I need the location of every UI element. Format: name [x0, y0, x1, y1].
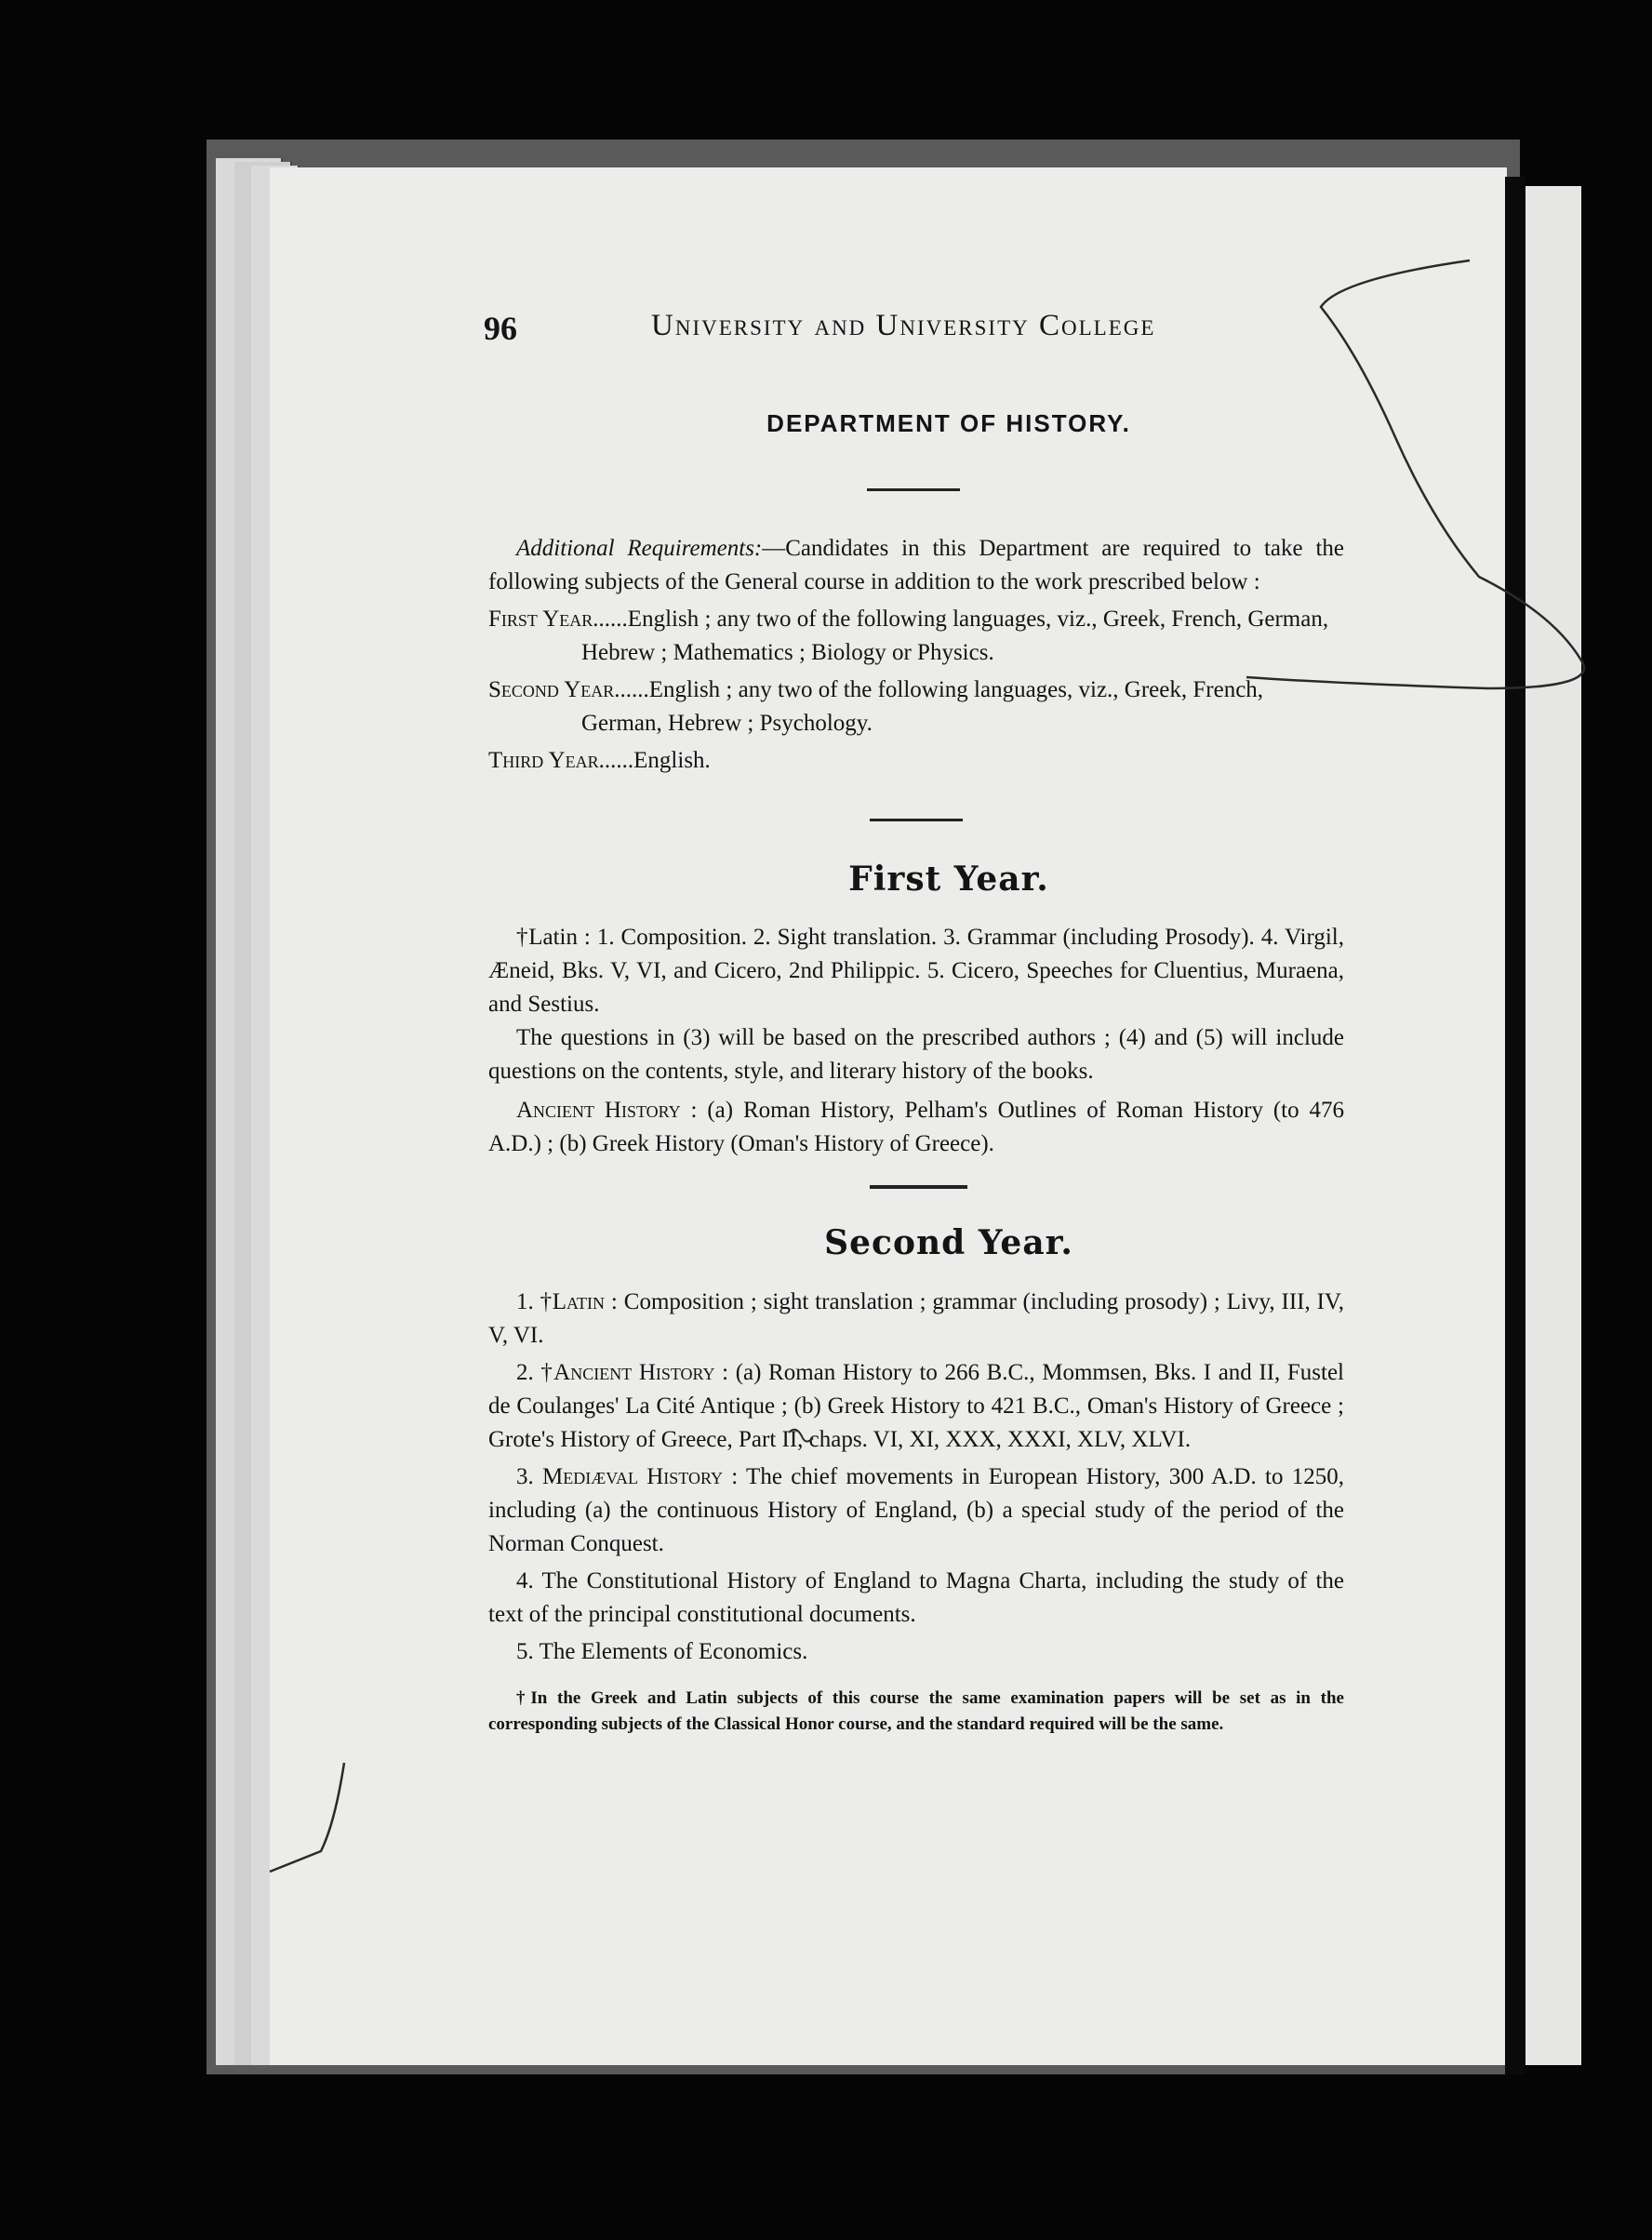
item-label: †Latin : [540, 1289, 618, 1314]
requirement-year-label: Second Year [488, 677, 615, 702]
second-year-item [488, 1356, 1344, 1457]
requirement-third-year: Third Year......English. [488, 748, 711, 773]
page-number: 96 [484, 310, 517, 347]
additional-label: Additional Requirements: [516, 536, 763, 561]
running-title: University and University College [651, 309, 1156, 342]
item-number: 3. [516, 1464, 534, 1489]
item-text: The Elements of Economics. [539, 1639, 808, 1664]
first-year-heading: First Year. [848, 860, 1049, 899]
section-rule [870, 1185, 967, 1189]
requirement-text: English. [633, 748, 711, 773]
requirement-year-label: Third Year [488, 748, 599, 773]
item-number: 2. [516, 1360, 534, 1385]
second-year-item [488, 1286, 1344, 1353]
item-text: (a) Roman History to 266 B.C., Mommsen, Bks. I and II, Fustel de Coulanges' La Cité Antique ; (b) Greek History to 421 B.C., Oman's History of Greece ; Grote's History of Greece, Part II, chaps. VI, XI, XXX, XXXI, XLV, XLVI. [488, 1360, 1345, 1452]
item-number: 4. [516, 1568, 534, 1593]
facing-page-edge [1525, 186, 1581, 2065]
item-label: Mediæval History : [542, 1464, 739, 1489]
department-title: DEPARTMENT OF HISTORY. [766, 409, 1131, 437]
requirement-first-year: First Year......English ; any two of the following languages, viz., Greek, French, German, Hebrew ; Mathematics ; Biology or Physics. [488, 607, 1329, 665]
running-head [484, 309, 1414, 355]
second-year-item [488, 1565, 1344, 1632]
requirement-text: English ; any two of the following languages, viz., Greek, French, German, Hebrew ; Psychology. [581, 677, 1264, 736]
item-label: †Ancient History : [540, 1360, 729, 1385]
additional-requirements [488, 532, 1344, 778]
item-text: The chief movements in European History, 300 A.D. to 1250, including (a) the continuous History of England, (b) a special study of the period of the Norman Conquest. [488, 1464, 1344, 1556]
second-year-heading: Second Year. [824, 1223, 1073, 1262]
requirement-year-label: First Year [488, 607, 593, 632]
section-rule [867, 488, 960, 491]
requirement-text: English ; any two of the following languages, viz., Greek, French, German, Hebrew ; Mathematics ; Biology or Physics. [581, 607, 1329, 665]
second-year-item [488, 1460, 1344, 1561]
first-year-ancient-history [488, 1094, 1344, 1161]
section-rule [870, 819, 963, 821]
item-text: The Constitutional History of England to Magna Charta, including the study of the text of the principal constitutional documents. [488, 1568, 1344, 1627]
requirement-second-year: Second Year......English ; any two of the following languages, viz., Greek, French, German, Hebrew ; Psychology. [488, 677, 1264, 736]
additional-text: —Candidates in this Department are required to take the following subjects of the General course in addition to the work prescribed below : [488, 536, 1344, 594]
ancient-history-text: (a) Roman History, Pelham's Outlines of Roman History (to 476 A.D.) ; (b) Greek History (Oman's History of Greece). [488, 1098, 1345, 1156]
item-number: 5. [516, 1639, 534, 1664]
item-text: Composition ; sight translation ; grammar (including prosody) ; Livy, III, IV, V, VI. [488, 1289, 1345, 1348]
ancient-history-label: Ancient History : [516, 1098, 698, 1123]
first-year-latin: †Latin : 1. Composition. 2. Sight translation. 3. Grammar (including Prosody). 4. Virgil, Æneid, Bks. V, VI, and Cicero, 2nd Philippic. 5. Cicero, Speeches for Cluentius, Muraena, and Sestius. [488, 925, 1344, 1017]
book-spine [1505, 177, 1525, 2074]
first-year-questions: The questions in (3) will be based on the prescribed authors ; (4) and (5) will include questions on the contents, style, and literary history of the books. [488, 1025, 1344, 1084]
second-year-content [488, 1286, 1344, 1738]
first-year-content [488, 921, 1344, 1161]
item-number: 1. [516, 1289, 534, 1314]
second-year-item [488, 1635, 1344, 1669]
footnote: †In the Greek and Latin subjects of this course the same examination papers will be set as in the corresponding subjects of the Classical Honor course, and the standard required will be the same. [488, 1688, 1344, 1734]
